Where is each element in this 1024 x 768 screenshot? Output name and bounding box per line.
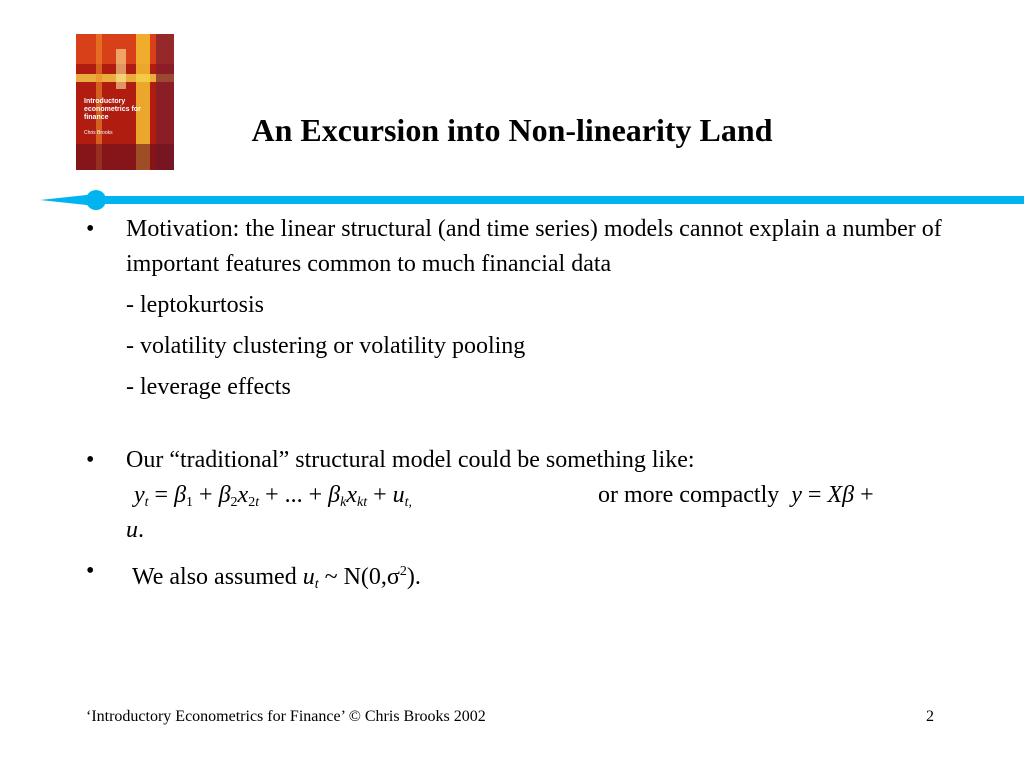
bullet-dot: • (86, 216, 95, 242)
bullet-motivation-text: Motivation: the linear structural (and time series) models cannot explain a number of important features common to much financial data (126, 216, 942, 277)
slide-title-text: An Excursion into Non-linearity Land (251, 112, 773, 148)
list-item-leptokurtosis: - leptokurtosis (126, 292, 264, 318)
footer-copyright: ‘Introductory Econometrics for Finance’ © Chris Brooks 2002 (86, 708, 486, 725)
title-divider (0, 188, 1024, 212)
list-item-leverage-effects: - leverage effects (126, 374, 291, 400)
list-item-volatility-clustering: - volatility clustering or volatility pooling (126, 333, 526, 359)
bullet-motivation (86, 212, 966, 282)
equation-compact: or more compactly y = Xβ + (598, 482, 874, 508)
bullet-assumption (86, 554, 966, 602)
assumption-prefix: We also assumed (132, 564, 297, 590)
book-cover-author: Chris Brooks (84, 130, 113, 136)
bullet-traditional-model (86, 443, 966, 478)
bullet-dot: • (86, 558, 95, 584)
equation-wrap: u. (126, 517, 144, 543)
bullet-traditional-model-text: Our “traditional” structural model could be something like: (126, 447, 695, 473)
equation-left: $y_t = \beta_1 + \beta_2x_{2t}$ + ... + $\beta_kx_{kt} + u_{t,}$ (134, 482, 413, 510)
model-equation (86, 478, 966, 513)
bullet-assumption-text: We also assumed $u_t$ ~ $N(0,\sigma^2)$. (132, 564, 421, 592)
book-cover-image (76, 34, 174, 170)
slide-body (86, 212, 966, 602)
page-number: 2 (926, 708, 934, 725)
slide-title (0, 112, 1024, 149)
book-cover-title: Introductory econometrics for finance (84, 98, 141, 121)
bullet-dot: • (86, 447, 95, 473)
